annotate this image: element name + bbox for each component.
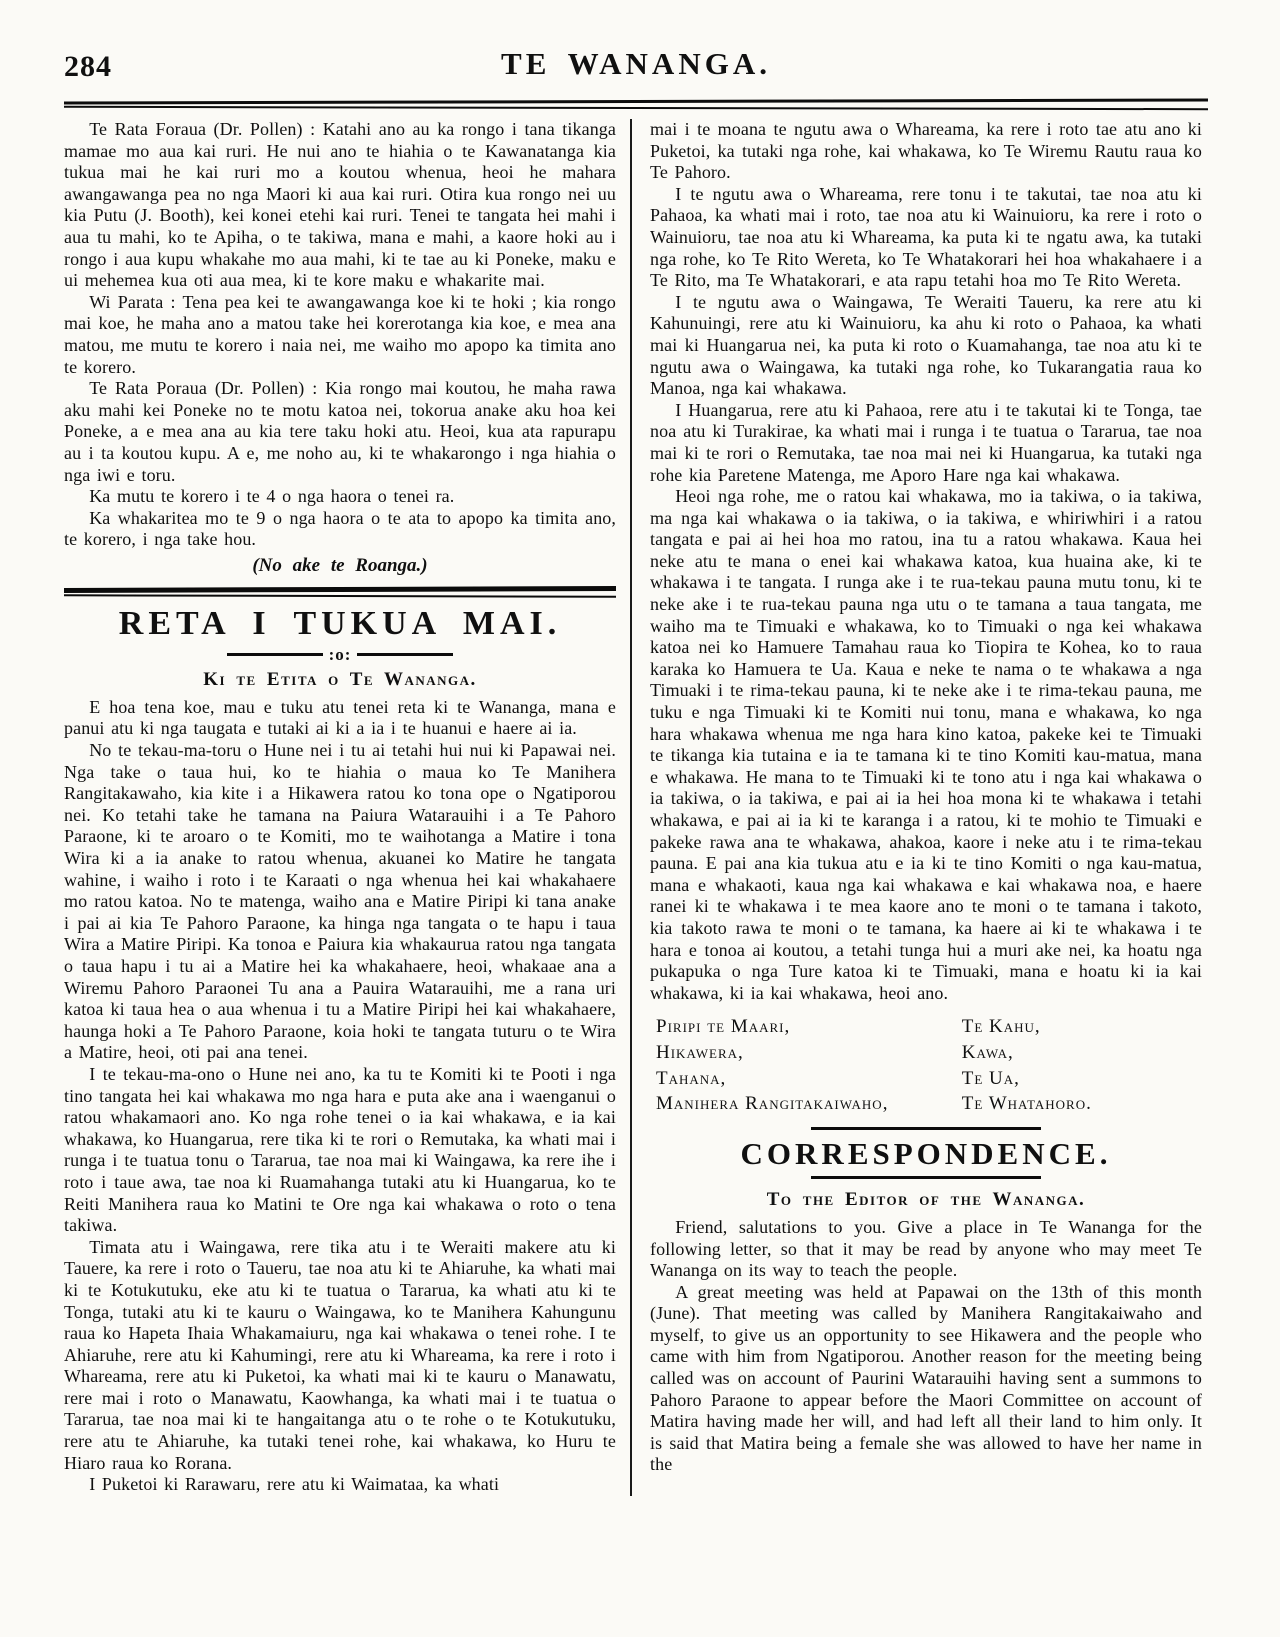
paragraph: Te Rata Foraua (Dr. Pollen) : Katahi ano au ka rongo i tana tikanga mamae mo aua kai ruri. He nui ano te hiahia o te Kawanatanga kia tukua mai he kai ruri mo a koutou whenua, heoi he mahara awangawanga pea no nga Maori ki aua kai ruri. Otira kua rongo nei uu kia Putu (J. Booth), kei konei etehi kai ruri. Tenei te tangata hei mahi i aua tu mahi, ko te Apiha, o te takiwa, mana e mahi, a kaore hoki au i rongo i aua kupu whakahe mo aua mahi, ki te tae au ki Poneke, maku e ui mehemea kua oti aua mea, ki te kore maku e whakarite mai. — [64, 119, 616, 291]
header-rule — [64, 100, 1208, 109]
paragraph: No te tekau-ma-toru o Hune nei i tu ai tetahi hui nui ki Papawai nei. Nga take o taua hui, ko te hiahia o maua ko Te Manihera Rangitakawaho, kia kite i a Hikawera ratou ko tona ope o Ngatiporou nei. Ko tetahi take he tamana na Paiura Watarauihi i a Te Pahoro Paraone, ki te aroaro o te Komiti, mo te waihotanga a Matire i tona Wira ki a ia anake to ratou whenua, akuanei ko Matire he tangata wahine, i waiho i roto i te Karaati o nga whenua hei kai whakahaere mo ratou katoa. No te matenga, waiho ana e Matire Piripi ki tana anake i pai ai kia Te Pahoro Paraone, ka hinga nga tangata o te hapu i taua Wira a Matire Piripi. Ka tonoa e Paiura kia whakaurua ratou nga tangata o taua hapu i tu ai a Matire hei ka whakahaere, heoi, whakaae ana a Wiremu Pahoro Paraonei Tu ana a Pauira Watarauihi, me a rana uri katoa ki taua hea o aua whenua i tu a Matire Piripi hei kai whakahaere, haunga hoki a Te Pahoro Paraone, koia hoki te tangata tuturu o te Wira a Matire, heoi, oti pai ana tenei. — [64, 740, 616, 1063]
paragraph: Te Rata Poraua (Dr. Pollen) : Kia rongo mai koutou, he maha rawa aku mahi kei Poneke no te motu katoa nei, tokorua anake aku hoa kei Poneke, a e mea ana au kia tere taku hoki atu. Heoi, kua ata rapurapu au i ta koutou kupu. A e, me noho au, ki te whakarongo i nga hiahia o nga iwi e toru. — [64, 378, 616, 485]
signature: Hikawera, — [656, 1041, 744, 1063]
signature: Piripi te Maari, — [656, 1016, 791, 1038]
column-layout — [64, 119, 1208, 1496]
signature: Te Whatahoro. — [961, 1093, 1092, 1115]
page-number: 284 — [64, 50, 112, 83]
header-rule-top — [64, 99, 1208, 105]
paragraph: mai i te moana te ngutu awa o Whareama, ka rere i roto tae atu ano ki Puketoi, ka tutaki nga rohe, kai whakawa, ko Te Wiremu Rautu raua ko Te Pahoro. — [650, 119, 1202, 183]
left-column — [64, 119, 616, 1496]
correspondence-subheading: To the Editor of the Wananga. — [766, 1188, 1086, 1210]
correspondence-heading: CORRESPONDENCE. — [740, 1135, 1112, 1171]
ornament-glyph: :o: — [328, 644, 352, 664]
section-rule-bottom — [64, 594, 616, 597]
signature-column-left — [656, 1014, 962, 1117]
section-heading: RETA I TUKUA MAI. — [118, 604, 562, 642]
correspondence-rule-top — [811, 1127, 1041, 1130]
paragraph: Heoi nga rohe, me o ratou kai whakawa, mo ia takiwa, o ia takiwa, ma nga kai whakawa o ia takiwa, o ia takiwa, e whiriwhiri i a ratou tangata e pai ai hei hoa mo ratou, ina tu a ratou whakawa. Kaua hei neke atu te mana o enei kai whakawa katoa, kua huaina ake, ki te whakawa i te tangata. I runga ake i te rua-tekau pauna mutu tonu, ki te neke ake i te rua-tekau pauna nga utu o te tamana a taua tangata, me waiho ma te Timuaki e whakawa, ko to Timuaki o nga kei whakawa katoa nei ko Hamuere Tamahau raua ko Tiopira te Kohea, ko to raua karaka ko Hamuera te Ua. Kaua e neke te nama o te whakawa a nga Timuaki i te rima-tekau pauna, ki te neke ake i te rima-tekau pauna, me tuku e nga Timuaki ki te Komiti nui tonu, mana e whakawa, ko nga hara whakawa whenua me nga hara kino katoa, pakeke kei te Timuaki te tikanga kia tutaina e ia te tamana ki te tino Komiti kau-matua, mana e whakawa. He mana to te Timuaki ki te tono atu i nga kai whakawa o ia takiwa, o ia takiwa, e pai ai ia hei hoa mona ki te whakawa i tetahi whakawa, e pai ai ia ki te karanga i a ratou, ki te mohio te Timuaki e pakeke rawa ana te whakawa, ahakoa, kaore i neke atu i te rima-tekau pauna. E pai ana kia tukua atu e ia ki te tino Komiti o nga kau-matua, mana e whakaoti, kaua nga kai whakawa e kai whakawa noa, e haere ranei ki te whakawa i te mea kaore ano te moni o te tamana i takoto, kia takoto rawa te moni o te tamana, ka haere ai ki te whakawa i te hara e tonoa ai koutou, a tetahi tunga hui a muri ake nei, ka hoatu nga pukapuka o nga Ture katoa ki te Timuaki, mana e hoatu ki ia kai whakawa, ki ia kai whakawa, heoi ano. — [650, 486, 1202, 1003]
signature: Te Ua, — [961, 1067, 1020, 1089]
paragraph: I te ngutu awa o Waingawa, Te Weraiti Taueru, ka rere atu ki Kahunuingi, rere atu ki Wainuioru, ka ahu ki roto o Pahaoa, ka whati mai ki Huangarua nei, ka puta ki roto o Kuamahanga, tae noa atu ki te ngutu awa o Waingawa, ka tutaki nga rohe, ko Tukarangatia raua ko Manoa, nga kai whakawa. — [650, 291, 1202, 399]
header-rule-bottom — [64, 106, 1208, 110]
paragraph: Wi Parata : Tena pea kei te awangawanga koe ki te hoki ; kia rongo mai koe, he maha ano a matou take hei korerotanga kia koe, e mea ana matou, me mutu te korero i naia nei, me waiho mo apopo ka timita ano te korero. — [64, 291, 616, 377]
paragraph: I te tekau-ma-ono o Hune nei ano, ka tu te Komiti ki te Pooti i nga tino tangata hei kai whakawa mo nga hara e puta ake ana i waenganui o ratou whakamaori ano. Ko nga rohe tenei o ia kai whakawa, e ia kai whakawa, ko Huangarua, rere tika ki te rori o Remutaka, ka whati mai i runga i te tuatua tonu o Tararua, tae noa mai ki Waingawa, ka rere ihe i roto i taue awa, tae noa ki Ruamahanga tutaki atu ki Huangarua, ko te Reiti Manihera raua ko Matini te Ore nga kai whakawa o roto o tena takiwa. — [64, 1063, 616, 1236]
signature-block — [656, 1014, 1202, 1117]
page-header — [64, 46, 1208, 94]
section-rule — [64, 587, 616, 597]
signature: Manihera Rangitakaiwaho, — [656, 1093, 889, 1115]
column-divider — [630, 119, 632, 1496]
signature: Tahana, — [656, 1067, 727, 1089]
closing-line: (No ake te Roanga.) — [252, 554, 428, 576]
ornament-line-right — [357, 653, 453, 656]
masthead-title: TE WANANGA. — [501, 46, 771, 81]
right-column — [650, 119, 1202, 1496]
correspondence-rule-bottom — [811, 1176, 1041, 1179]
signature: Te Kahu, — [961, 1016, 1041, 1038]
paragraph: Friend, salutations to you. Give a place in Te Wananga for the following letter, so that it may be read by anyone who may meet Te Wananga on its way to teach the people. — [650, 1216, 1202, 1281]
ornament-line-left — [227, 653, 323, 656]
signature: Kawa, — [961, 1041, 1014, 1063]
paragraph: A great meeting was held at Papawai on the 13th of this month (June). That meeting was called by Manihera Rangitakaiwaho and myself, to give us an opportunity to see Hikawera and the people who came with him from Ngatiporou. Another reason for the meeting being called was on account of Paurini Watarauihi having sent a summons to Pahoro Paraone to appear before the Maori Committee on account of Matira having made her will, and had left all their land to him only. It is said that Matira being a female she was allowed to have her name in the — [650, 1281, 1202, 1475]
paragraph: I Huangarua, rere atu ki Pahaoa, rere atu i te takutai ki te Tonga, tae noa atu ki Turakirae, ka whati mai i runga i te tuatua o Tararua, tae noa mai ki te rori o Remutaka, tae noa mai nei ki Huangarua, ka tutaki nga rohe kia Paretene Matenga, me Aporo Hare nga kai whakawa. — [650, 399, 1202, 485]
signature-column-right — [962, 1014, 1092, 1117]
paragraph: I te ngutu awa o Whareama, rere tonu i te takutai, tae noa atu ki Pahaoa, ka whati mai i roto, tae noa atu ki Wainuioru, ka rere i roto o Wainuioru, tae noa atu ki Whareama, ka puta ki te ngatu awa, ka tutaki nga rohe, ko Te Rito Wereta, ko Te Whatakorari hei hoa whakahaere i a Te Rito, ma Te Whatakorari, e ata rapu tetahi hoa mo Te Rito Wereta. — [650, 183, 1202, 291]
paragraph: Ka mutu te korero i te 4 o nga haora o tenei ra. — [89, 486, 455, 507]
ornament-divider — [64, 645, 616, 665]
paragraph: I Puketoi ki Rarawaru, rere atu ki Waimataa, ka whati — [89, 1474, 500, 1495]
paragraph: Ka whakaritea mo te 9 o nga haora o te ata to apopo ka timita ano, te korero, i nga take hou. — [64, 507, 616, 550]
paragraph: Timata atu i Waingawa, rere tika atu i te Weraiti makere atu ki Tauere, ka rere i roto o Taueru, tae noa atu ki te Ahiaruhe, ka whati mai ki te Kotukutuku, eke atu ki te tuatua o Tararua, ka whati atu ki te Tonga, tutaki atu ki te kauru o Waingawa, ko te Manihera Kahungunu raua ko Hapeta Ihaia Whakamaiuru, nga kai whakawa o tenei rohe. I te Ahiaruhe, rere atu ki Kahumingi, rere atu ki Whareama, ka rere i roto i Whareama, rere atu ki Puketoi, ka whati mai ki te kauru o Manawatu, rere mai i roto o Manawatu, Kaowhanga, ka whati mai i te tuatua o Tararua, tae noa mai ki te hangaitanga atu o te rohe o te Kotukutuku, rere atu te Ahiaruhe, ka tutaki tenei rohe, kai whakawa, ko Huru te Hiaro raua ko Rorana. — [64, 1236, 616, 1473]
paragraph: E hoa tena koe, mau e tuku atu tenei reta ki te Wananga, mana e panui atu ki nga taugata e tutaki ai ki a ia i te huanui e haere ai ia. — [64, 696, 616, 739]
section-subheading: Ki te Etita o Te Wananga. — [203, 668, 477, 690]
section-rule-top — [64, 586, 616, 593]
